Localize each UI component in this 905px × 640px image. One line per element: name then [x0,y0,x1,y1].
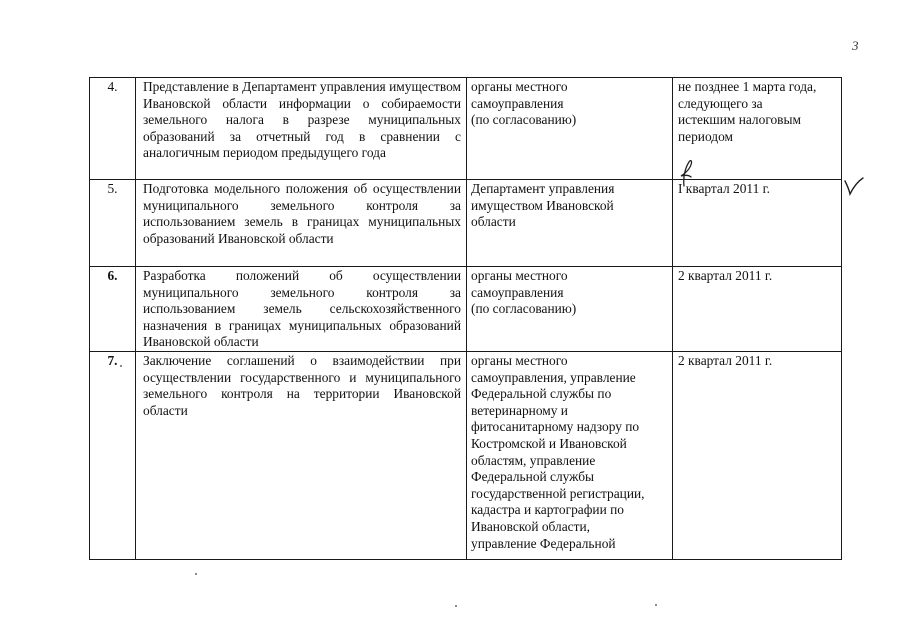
deadline: 2 квартал 2011 г. [673,352,842,560]
deadline: I квартал 2011 г. [673,180,842,267]
row-number: 4. [90,78,136,180]
measure-description: Подготовка модельного положения об осуществлении муниципального земельного контроля за использованием земель в границах муниципальных образований Ивановской области [136,180,467,267]
responsible-party: органы местного самоуправления (по согласованию) [467,78,673,180]
scan-speck [455,605,457,607]
check-mark-icon [843,175,865,197]
page-number: 3 [852,38,859,53]
row-number: 6. [90,267,136,352]
scan-speck [655,604,657,606]
table-row [90,352,842,560]
responsible-party: Департамент управления имуществом Ивановской области [467,180,673,267]
handwritten-mark-icon [675,158,697,188]
measures-table [89,77,842,560]
scan-speck [120,365,122,367]
table-row [90,180,842,267]
deadline: не позднее 1 марта года, следующего за истекшим налоговым периодом [673,78,842,180]
row-number: 7. [90,352,136,560]
deadline: 2 квартал 2011 г. [673,267,842,352]
table-row [90,267,842,352]
table-row [90,78,842,180]
responsible-party: органы местного самоуправления (по согласованию) [467,267,673,352]
measure-description: Разработка положений об осуществлении муниципального земельного контроля за использованием земель сельскохозяйственного назначения в границах муниципальных образований Ивановской области [136,267,467,352]
responsible-party: органы местного самоуправления, управление Федеральной службы по ветеринарному и фитосанитарному надзору по Костромской и Ивановской областям, управление Федеральной службы государственной регистрации, кадастра и картографии по Ивановской области, управление Федеральной [467,352,673,560]
row-number: 5. [90,180,136,267]
measure-description: Представление в Департамент управления имуществом Ивановской области информации о собираемости земельного налога в разрезе муниципальных образований за отчетный год в сравнении с аналогичным периодом предыдущего года [136,78,467,180]
scan-speck [195,573,197,575]
measure-description: Заключение соглашений о взаимодействии при осуществлении государственного и муниципального земельного контроля на территории Ивановской области [136,352,467,560]
